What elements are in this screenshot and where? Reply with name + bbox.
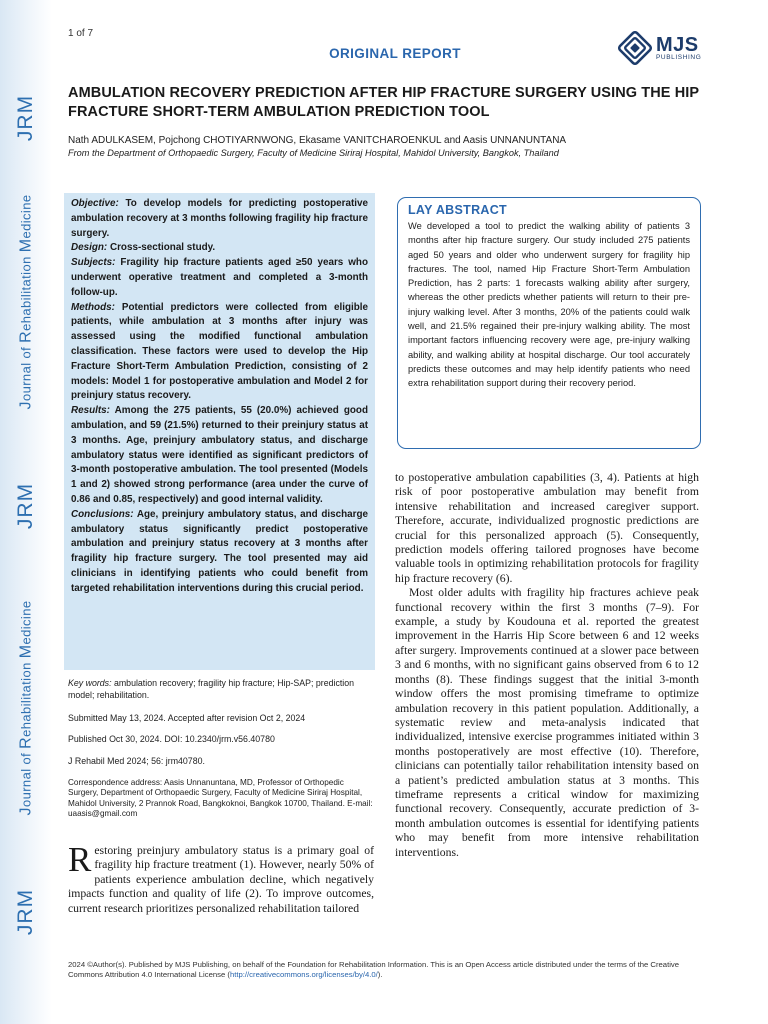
keywords: Key words: ambulation recovery; fragility hip fracture; Hip-SAP; prediction model; rehabilitation.: [68, 678, 355, 700]
journal-name-top: Journal of Rehabilitation Medicine: [17, 194, 35, 410]
correspondence-address: Correspondence address: Aasis Unnanuntana, MD, Professor of Orthopedic Surgery, Department of Orthopaedic Surgery, Faculty of Medicine Siriraj Hospital, Mahidol University, 2 Prannok Road, Bangkoknoi, Bangkok 10700, Thailand. E-mail: uaasis@gmail.com: [68, 778, 373, 819]
lay-abstract-heading: LAY ABSTRACT: [408, 203, 507, 217]
intro-paragraph-left: Restoring preinjury ambulatory status is a primary goal of fragility hip fracture treatment (1). However, nearly 50% of patients experience ambulation decline, which negatively impacts function and quality of life (2). To improve outcomes, current research prioritizes personalized rehabilitation tailored: [68, 840, 374, 915]
jrm-label-top: JRM: [13, 94, 37, 142]
abstract-design: Design: Cross-sectional study.: [71, 242, 216, 254]
article-type-label: ORIGINAL REPORT: [329, 46, 461, 61]
abstract-objective: Objective: To develop models for predicting postoperative ambulation recovery at 3 months following fragility hip fracture surgery.: [71, 198, 368, 239]
structured-abstract: [64, 193, 375, 670]
submission-dates: Submitted May 13, 2024. Accepted after revision Oct 2, 2024: [68, 713, 306, 723]
article-title: AMBULATION RECOVERY PREDICTION AFTER HIP FRACTURE SURGERY USING THE HIP FRACTURE SHORT-TERM AMBULATION PREDICTION TOOL: [68, 85, 699, 120]
journal-side-strip: [0, 0, 52, 1024]
publisher-logo: [618, 31, 701, 65]
journal-name-bottom: Journal of Rehabilitation Medicine: [17, 600, 35, 816]
intro-paragraph-1: to postoperative ambulation capabilities (3, 4). Patients at high risk of poor postoperative ambulation may benefit from intensive rehabilitation and increased caregiver support. Therefore, accurate, individualized prognostic predictions are crucial for this personalized approach (5). Consequently, prediction models offering tailored prognoses have become valuable tools in optimizing rehabilitation protocols for fragility hip fracture recovery (6).: [395, 471, 699, 585]
logo-main-text: MJS: [656, 33, 699, 56]
abstract-subjects: Subjects: Fragility hip fracture patients aged ≥50 years who underwent operative treatment and completed a 3-month follow-up.: [71, 257, 368, 298]
mjs-logo-icon: [618, 31, 652, 65]
abstract-methods: Methods: Potential predictors were collected from eligible patients, while ambulation at 3 months after injury was assessed using the modified functional ambulation classification. These factors were used to develop the Hip Fracture Short-Term Ambulation Prediction, consisting of 2 models: Model 1 for postoperative ambulation and Model 2 for preinjury status recovery.: [71, 301, 368, 402]
intro-column-right: [395, 471, 699, 860]
license-footer: 2024 ©Author(s). Published by MJS Publishing, on behalf of the Foundation for Rehabilitation Information. This is an Open Access article distributed under the terms of the Creative Commons Attribution 4.0 International License (http://creativecommons.org/licenses/by/4.0/).: [68, 960, 680, 979]
page-number: 1 of 7: [68, 28, 94, 39]
lay-abstract-text: We developed a tool to predict the walking ability of patients 3 months after hip fracture surgery. Our study included 275 patients aged 50 years and older who underwent surgery for fragility hip fractures. The tool, named Hip Fracture Short-Term Ambulation Prediction, has 2 parts: 1 forecasts walking ability after surgery, whereas the other predicts whether patients will return to their pre-injury walking level. After 3 months, 20% of the patients could walk well, and 21.5% regained their pre-injury walking ability. The most important factors influencing recovery were age, pre-injury walking ability, and walking ability at hospital discharge. Our tool accurately predicts these outcomes and may help identify patients who need extra rehabilitation support during their recovery period.: [408, 221, 690, 389]
abstract-conclusions: Conclusions: Age, preinjury ambulatory status, and discharge ambulatory status significantly predict postoperative ambulation and preinjury status recovery at 3 months after fragility hip fracture surgery. The tool presented may aid clinicians in identifying patients who could benefit from targeted rehabilitation interventions during this crucial period.: [71, 508, 368, 594]
intro-paragraph-2: Most older adults with fragility hip fractures achieve peak functional recovery within the first 3 months (7–9). For example, a study by Koudouna et al. reported the greatest improvement in the Harris Hip Score between 6 and 12 weeks after surgery. Improvements continued at a slower pace between 3 and 6 months, with no significant gains observed from 6 to 12 months (8). These findings suggest that the initial 3-month window offers the most promising timeframe to optimize ambulation recovery in this patient population. Additionally, a systematic review and meta-analysis indicated that individualized, intensive exercise programmes initiated within 3 months postoperatively are most effective (10). Therefore, clinicians can potentially tailor rehabilitation intensity based on a patient’s predicted ambulation status at 3 months. This timeframe represents a critical window for maximizing functional recovery. Consequently, accurate prediction of 3-month ambulation outcomes is essential for identifying patients who may benefit from more intensive rehabilitation interventions.: [395, 586, 699, 859]
jrm-label-middle: JRM: [13, 482, 37, 530]
license-link[interactable]: http://creativecommons.org/licenses/by/4.0/: [229, 970, 378, 979]
jrm-label-bottom: JRM: [13, 888, 37, 936]
logo-sub-text: PUBLISHING: [656, 53, 702, 61]
drop-cap: R: [68, 840, 92, 879]
lay-abstract-box: [397, 197, 701, 449]
author-affiliation: From the Department of Orthopaedic Surgery, Faculty of Medicine Siriraj Hospital, Mahidol University, Bangkok, Thailand: [68, 148, 559, 158]
citation: J Rehabil Med 2024; 56: jrm40780.: [68, 756, 205, 766]
abstract-results: Results: Among the 275 patients, 55 (20.0%) achieved good ambulation, and 59 (21.5%) returned to their preinjury status at 3 months. Age, preinjury ambulatory status, and discharge ambulatory status were identified as significant predictors of 3-month postoperative ambulation. The tool presented (Models 1 and 2) showed strong performance (area under the curve of 0.86 and 0.85, respectively) and good internal validity.: [71, 405, 368, 505]
author-list: Nath ADULKASEM, Pojchong CHOTIYARNWONG, Ekasame VANITCHAROENKUL and Aasis UNNANUNTANA: [68, 135, 567, 146]
publication-doi[interactable]: Published Oct 30, 2024. DOI: 10.2340/jrm.v56.40780: [68, 734, 275, 744]
